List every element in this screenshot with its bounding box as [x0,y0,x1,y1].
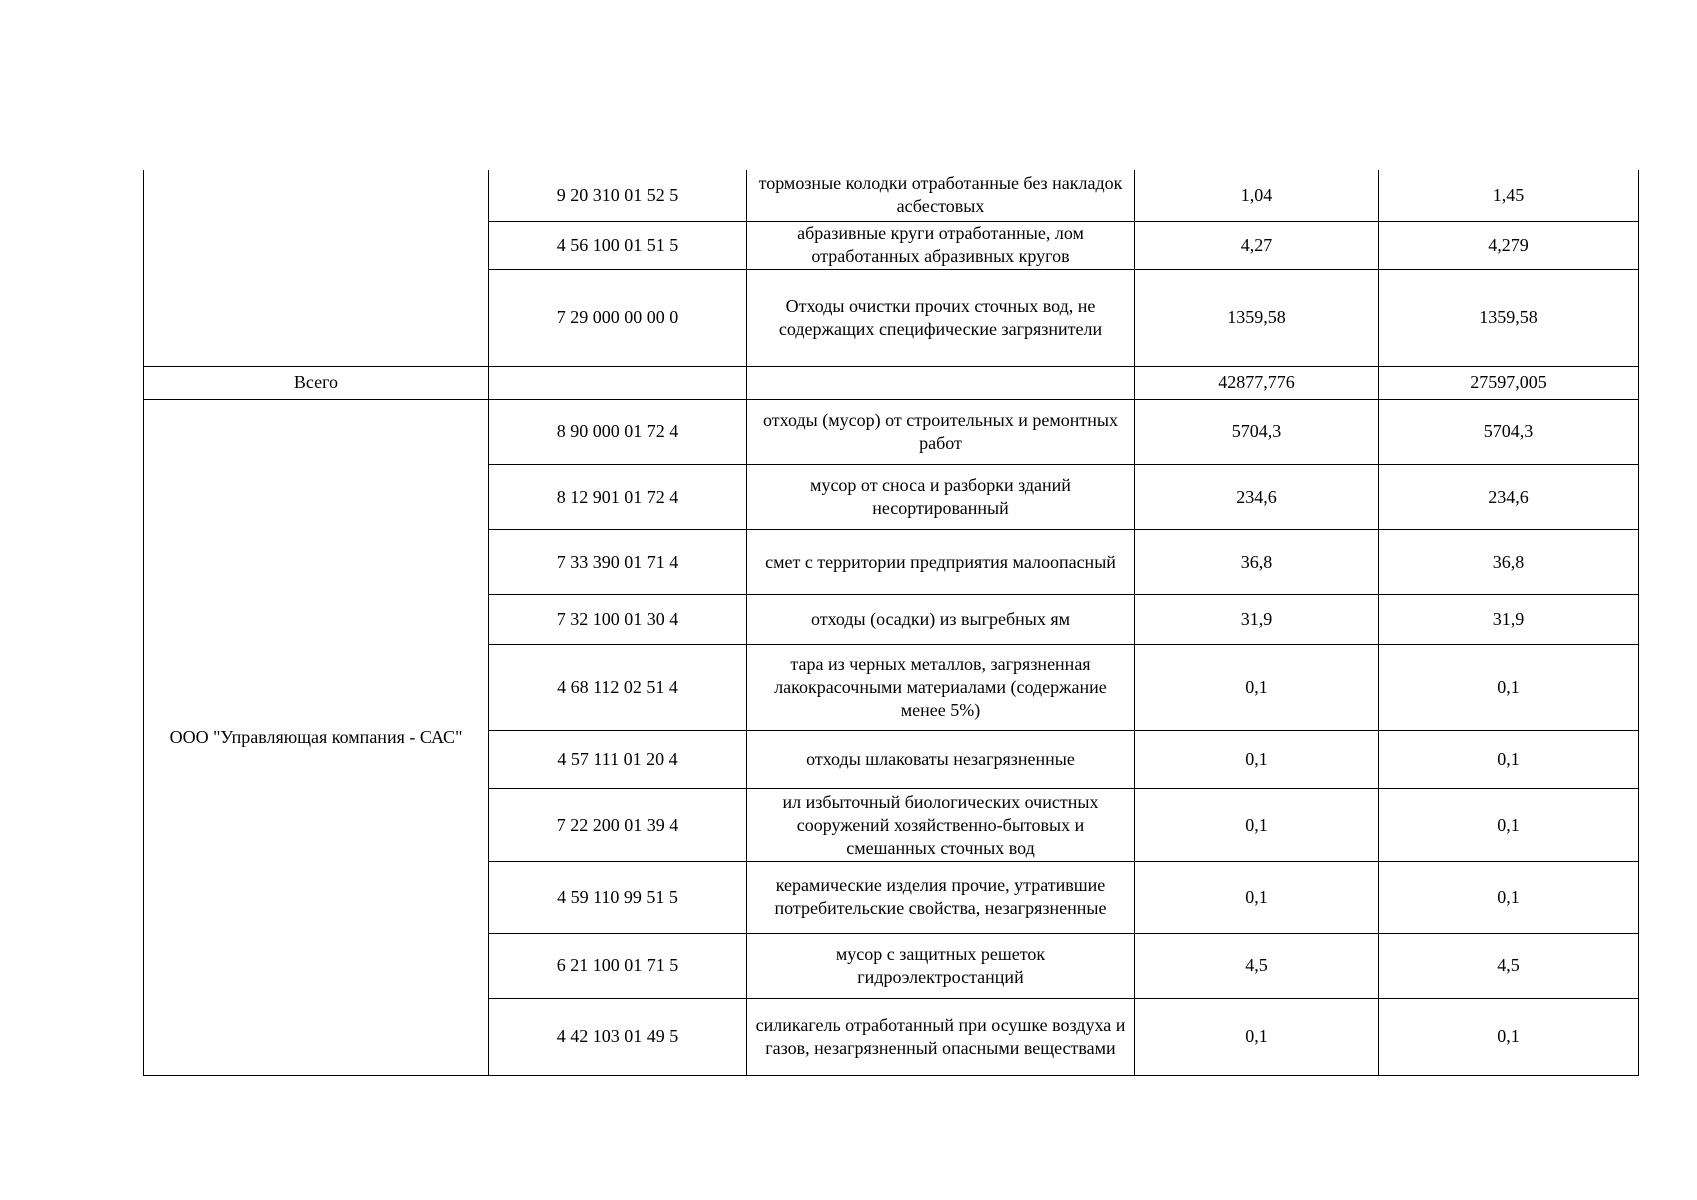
waste-name-cell: керамические изделия прочие, утратившие потребительские свойства, незагрязненные [747,861,1135,933]
value1-cell: 234,6 [1135,464,1379,529]
table-row [144,399,1639,464]
value1-cell: 0,1 [1135,789,1379,861]
waste-name-cell: отходы (осадки) из выгребных ям [747,595,1135,645]
value2-cell: 0,1 [1379,789,1639,861]
value1-cell: 0,1 [1135,998,1379,1075]
value2-cell: 31,9 [1379,595,1639,645]
waste-name-cell: тормозные колодки отработанные без накладок асбестовых [747,170,1135,221]
waste-name-cell: мусор от сноса и разборки зданий несортированный [747,464,1135,529]
value2-cell: 0,1 [1379,861,1639,933]
waste-name-cell: тара из черных металлов, загрязненная лакокрасочными материалами (содержание менее 5%) [747,645,1135,731]
value1-cell: 4,27 [1135,221,1379,269]
waste-code-cell: 4 59 110 99 51 5 [489,861,747,933]
total-row [144,366,1639,399]
waste-name-cell: Отходы очистки прочих сточных вод, не содержащих специфические загрязнители [747,269,1135,366]
waste-table [143,170,1639,1076]
waste-name-cell: абразивные круги отработанные, лом отработанных абразивных кругов [747,221,1135,269]
value1-cell: 31,9 [1135,595,1379,645]
value2-cell: 1359,58 [1379,269,1639,366]
total-value2: 27597,005 [1379,366,1639,399]
value2-cell: 1,45 [1379,170,1639,221]
waste-code-cell: 7 29 000 00 00 0 [489,269,747,366]
value1-cell: 1359,58 [1135,269,1379,366]
waste-name-cell: ил избыточный биологических очистных сооружений хозяйственно-бытовых и смешанных сточных вод [747,789,1135,861]
value2-cell: 4,5 [1379,933,1639,998]
waste-code-cell: 4 42 103 01 49 5 [489,998,747,1075]
waste-code-cell: 4 68 112 02 51 4 [489,645,747,731]
waste-name-cell: силикагель отработанный при осушке воздуха и газов, незагрязненный опасными веществами [747,998,1135,1075]
waste-code-cell: 8 12 901 01 72 4 [489,464,747,529]
total-label: Всего [144,366,489,399]
waste-name-cell: мусор с защитных решеток гидроэлектростанций [747,933,1135,998]
waste-name-cell: смет с территории предприятия малоопасный [747,530,1135,595]
value2-cell: 0,1 [1379,645,1639,731]
waste-code-cell: 4 57 111 01 20 4 [489,731,747,789]
value2-cell: 0,1 [1379,731,1639,789]
empty-org-cell [144,170,489,366]
value1-cell: 36,8 [1135,530,1379,595]
waste-code-cell: 4 56 100 01 51 5 [489,221,747,269]
waste-code-cell: 7 22 200 01 39 4 [489,789,747,861]
table-row [144,170,1639,221]
waste-name-cell: отходы (мусор) от строительных и ремонтных работ [747,399,1135,464]
empty-cell [489,366,747,399]
organization-name-cell: ООО "Управляющая компания - САС" [144,399,489,1075]
value1-cell: 0,1 [1135,861,1379,933]
value1-cell: 1,04 [1135,170,1379,221]
waste-name-cell: отходы шлаковаты незагрязненные [747,731,1135,789]
waste-code-cell: 8 90 000 01 72 4 [489,399,747,464]
value1-cell: 0,1 [1135,731,1379,789]
empty-cell [747,366,1135,399]
waste-code-cell: 9 20 310 01 52 5 [489,170,747,221]
value1-cell: 5704,3 [1135,399,1379,464]
value1-cell: 0,1 [1135,645,1379,731]
value2-cell: 5704,3 [1379,399,1639,464]
total-value1: 42877,776 [1135,366,1379,399]
waste-code-cell: 7 33 390 01 71 4 [489,530,747,595]
value2-cell: 4,279 [1379,221,1639,269]
value2-cell: 36,8 [1379,530,1639,595]
waste-code-cell: 6 21 100 01 71 5 [489,933,747,998]
waste-code-cell: 7 32 100 01 30 4 [489,595,747,645]
value1-cell: 4,5 [1135,933,1379,998]
value2-cell: 0,1 [1379,998,1639,1075]
value2-cell: 234,6 [1379,464,1639,529]
